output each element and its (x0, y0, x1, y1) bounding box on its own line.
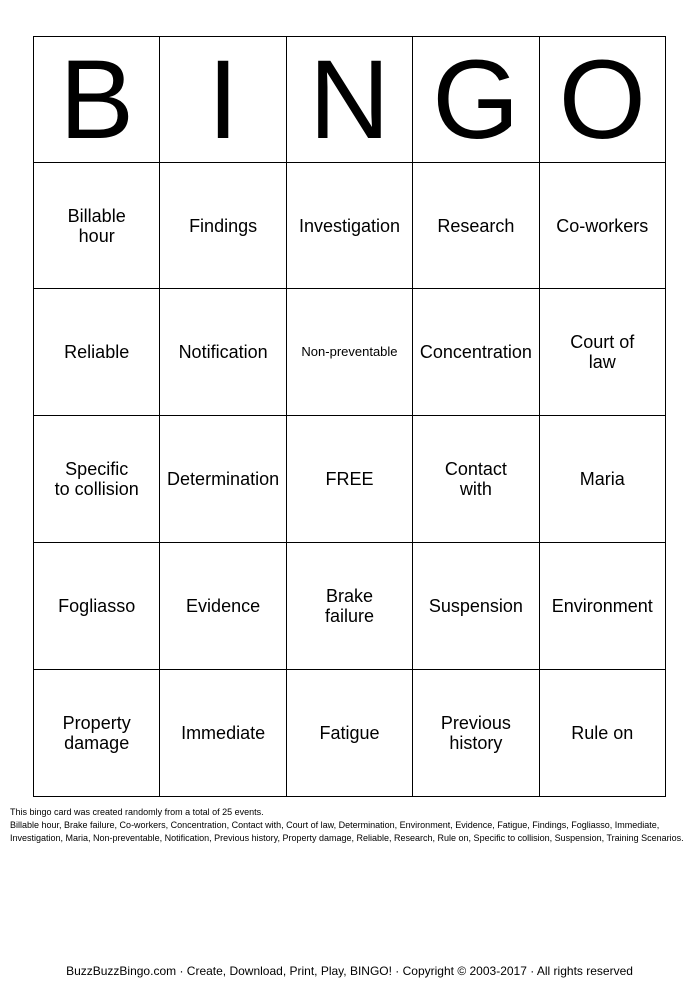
cell-label: Findings (189, 215, 258, 236)
header-letter-g: G (413, 37, 539, 163)
bingo-cell (286, 543, 412, 670)
bingo-cell (539, 416, 665, 543)
cell-label: Immediate (181, 723, 266, 743)
bingo-cell (286, 670, 412, 797)
cell-label: Fatigue (319, 723, 380, 743)
cell-label: Rule on (571, 723, 634, 743)
cell-label: Previous history (440, 713, 511, 753)
bingo-cell (34, 289, 160, 416)
card-row (34, 163, 666, 289)
cell-label: Contact with (444, 459, 507, 499)
bingo-cell (413, 289, 539, 416)
cell-label: Reliable (64, 342, 130, 362)
cell-label: Co-workers (556, 215, 649, 236)
cell-label: Determination (167, 469, 280, 489)
bingo-cell (160, 543, 286, 670)
bingo-cell (34, 416, 160, 543)
bingo-cell (160, 416, 286, 543)
page-footer: BuzzBuzzBingo.com · Create, Download, Print, Play, BINGO! · Copyright © 2003-2017 · All rights reserved (66, 964, 633, 978)
cell-label: Notification (178, 342, 268, 362)
bingo-cell (413, 543, 539, 670)
cell-label: Court of law (570, 332, 635, 372)
bingo-cell (539, 543, 665, 670)
bingo-cell (539, 289, 665, 416)
bingo-cell (413, 416, 539, 543)
bingo-cell (160, 670, 286, 797)
free-space-cell (286, 416, 412, 543)
cell-label: Concentration (419, 342, 532, 362)
bingo-cell (34, 543, 160, 670)
header-letter-n: N (286, 37, 412, 163)
cell-label: Research (437, 215, 515, 236)
header-letter-o: O (539, 37, 665, 163)
bingo-cell (539, 670, 665, 797)
bingo-cell (413, 163, 539, 289)
header-letter-b: B (34, 37, 160, 163)
cell-label: Billable hour (67, 205, 126, 246)
cell-label: Investigation (298, 215, 401, 236)
card-row (34, 416, 666, 543)
cell-label: Brake failure (324, 586, 374, 626)
card-row (34, 670, 666, 797)
header-row (34, 37, 666, 163)
bingo-cell (286, 289, 412, 416)
header-letter-i: I (160, 37, 286, 163)
bingo-cell (160, 289, 286, 416)
cell-label: Specific to collision (54, 459, 139, 499)
card-info-event-list: Billable hour, Brake failure, Co-workers, Concentration, Contact with, Court of law, Determination, Environment, Evidence, Fatigue, Findings, Fogliasso, Immediate, Investigation, Maria, Non-preventable, Notification, Previous history, Property damage, Reliable, Research, Rule on, Specific to collision, Suspension, Training Scenarios. (10, 820, 684, 843)
cell-label: FREE (325, 469, 374, 489)
bingo-cell (413, 670, 539, 797)
cell-label: Fogliasso (58, 596, 136, 616)
cell-label: Maria (579, 469, 625, 489)
card-info-summary: This bingo card was created randomly from a total of 25 events. (10, 807, 264, 817)
bingo-cell (34, 163, 160, 289)
bingo-card (33, 36, 666, 797)
bingo-cell (539, 163, 665, 289)
cell-label: Evidence (186, 596, 261, 616)
cell-label: Environment (551, 596, 653, 616)
card-row (34, 543, 666, 670)
cell-label: Suspension (428, 596, 523, 616)
cell-label: Non-preventable (301, 344, 398, 359)
card-row (34, 289, 666, 416)
card-info (10, 806, 692, 845)
bingo-cell (286, 163, 412, 289)
bingo-cell (34, 670, 160, 797)
bingo-cell (160, 163, 286, 289)
cell-label: Property damage (62, 713, 131, 753)
